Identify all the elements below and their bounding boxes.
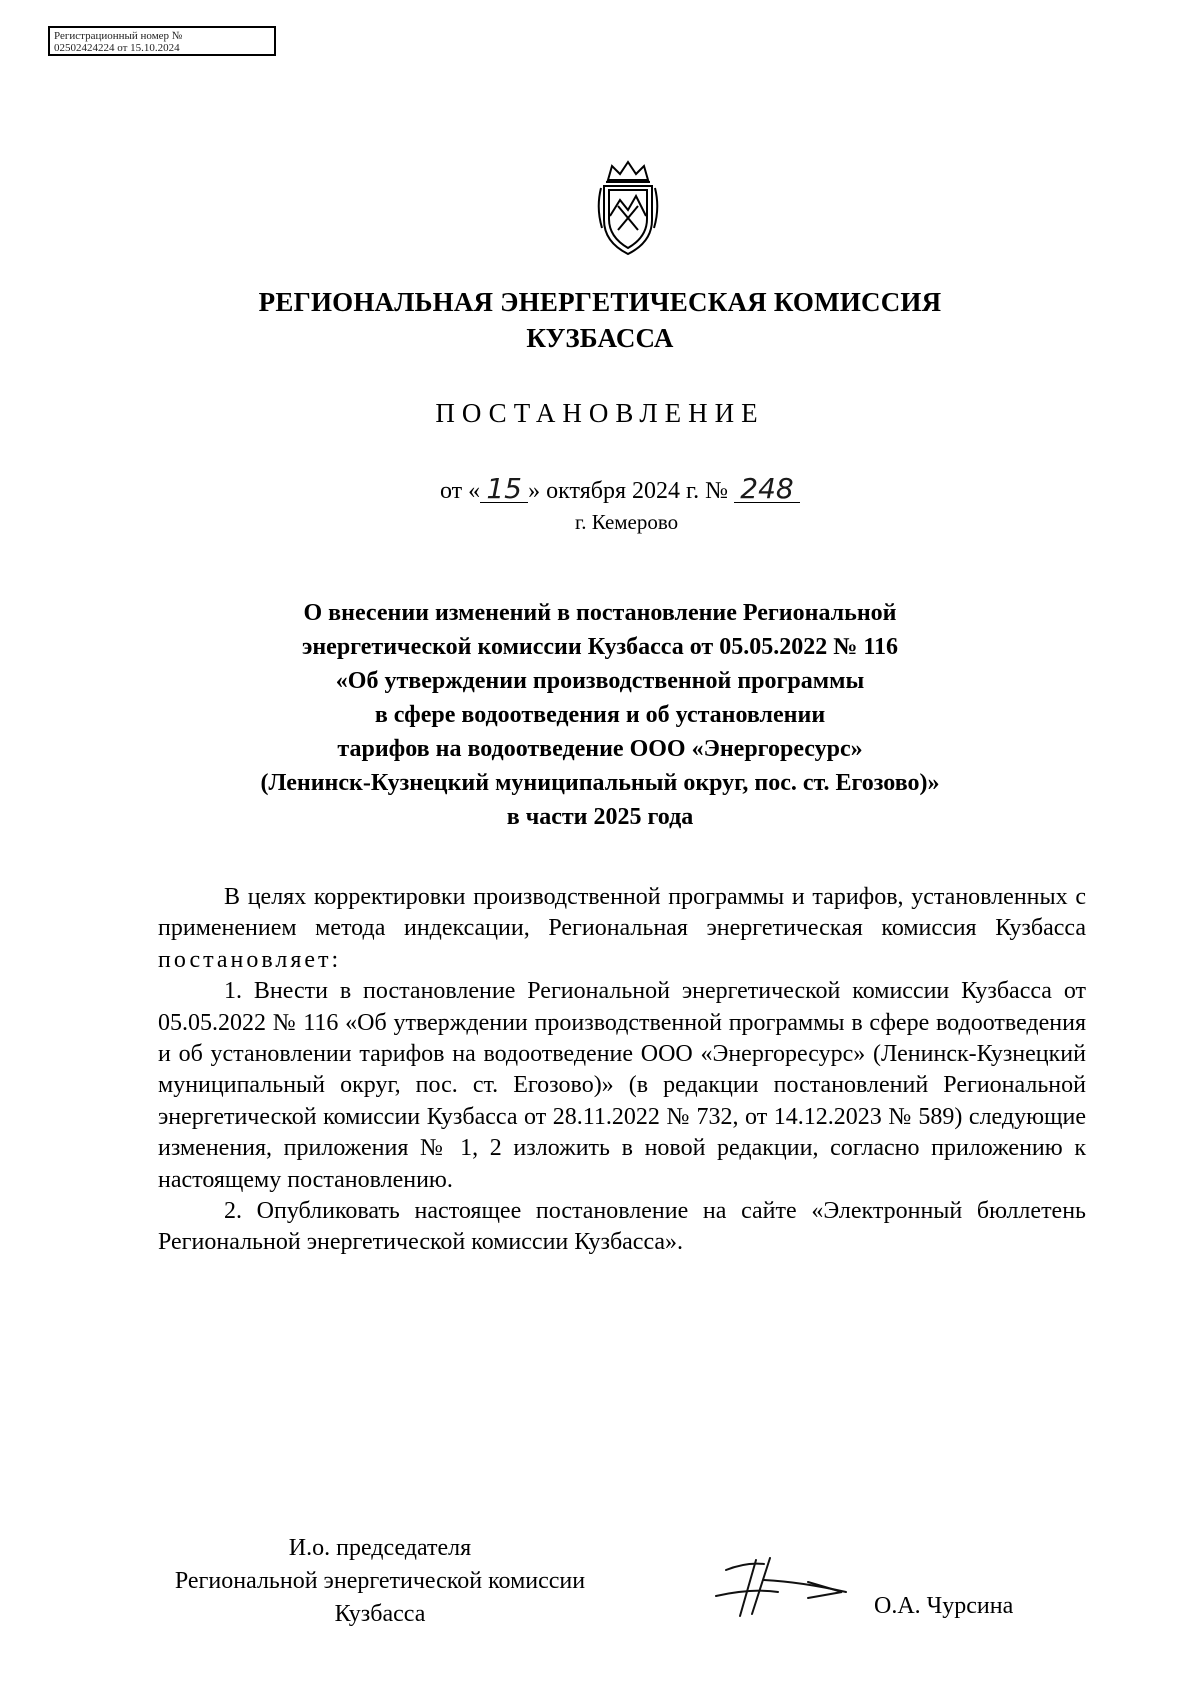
document-type: ПОСТАНОВЛЕНИЕ xyxy=(435,398,765,428)
handwritten-signature-icon xyxy=(712,1552,852,1622)
date-middle: » октября 2024 г. № xyxy=(528,478,729,504)
item-1-paragraph: 1. Внести в постановление Региональной энергетической комиссии Кузбасса от 05.05.2022 № 116 «Об утверждении производственной программы в сфере водоотведения и об установлении тарифов на водоотведение ООО «Энергоресурс» (Ленинск-Кузнецкий муниципальный округ, пос. ст. Егозово)» (в редакции постановлений Региональной энергетической комиссии Кузбасса от 28.11.2022 № 732, от 14.12.2023 № 589) следующие изменения, приложения № 1, 2 изложить в новой редакции, согласно приложению к настоящему постановлению. xyxy=(158,978,1086,1193)
registration-stamp-line1: Регистрационный номер № xyxy=(54,30,183,42)
subject-line: в части 2025 года xyxy=(506,804,694,830)
subject-line: в сфере водоотведения и об установлении xyxy=(374,702,826,728)
subject-line: «Об утверждении производственной программы xyxy=(335,668,865,694)
signer-title-line2: Региональной энергетической комиссии xyxy=(174,1568,586,1594)
signer-title-line1: И.о. председателя xyxy=(288,1535,472,1561)
handwritten-document-number: 248 xyxy=(734,476,800,503)
signer-title xyxy=(120,1532,640,1631)
document-subject xyxy=(0,596,1200,834)
intro-verb: постановляет: xyxy=(158,946,342,973)
item-2-paragraph: 2. Опубликовать настоящее постановление на сайте «Электронный бюллетень Региональной энергетической комиссии Кузбасса». xyxy=(158,1198,1086,1256)
city: г. Кемерово xyxy=(575,510,679,534)
intro-paragraph xyxy=(158,882,1086,976)
organization-title xyxy=(0,284,1200,356)
subject-line: энергетической комиссии Кузбасса от 05.05.2022 № 116 xyxy=(301,634,899,660)
document-date-line xyxy=(440,472,800,505)
registration-stamp xyxy=(48,26,276,56)
intro-text: В целях корректировки производственной программы и тарифов, установленных с применением метода индексации, Региональная энергетическая комиссия Кузбасса xyxy=(158,884,1086,942)
date-prefix: от « xyxy=(440,478,481,504)
organization-title-line1: РЕГИОНАЛЬНАЯ ЭНЕРГЕТИЧЕСКАЯ КОМИССИЯ xyxy=(258,287,942,317)
subject-line: тарифов на водоотведение ООО «Энергоресурс» xyxy=(337,736,863,762)
signer-name: О.А. Чурсина xyxy=(874,1593,1014,1619)
subject-line: О внесении изменений в постановление Региональной xyxy=(303,600,897,626)
registration-stamp-line2: 02502424224 от 15.10.2024 xyxy=(54,42,180,54)
signer-title-line3: Кузбасса xyxy=(334,1601,426,1627)
handwritten-day: 15 xyxy=(480,476,528,503)
coat-of-arms-icon xyxy=(596,158,660,258)
organization-title-line2: КУЗБАССА xyxy=(526,323,674,353)
subject-line: (Ленинск-Кузнецкий муниципальный округ, пос. ст. Егозово)» xyxy=(260,770,940,796)
document-body xyxy=(158,882,1086,1259)
